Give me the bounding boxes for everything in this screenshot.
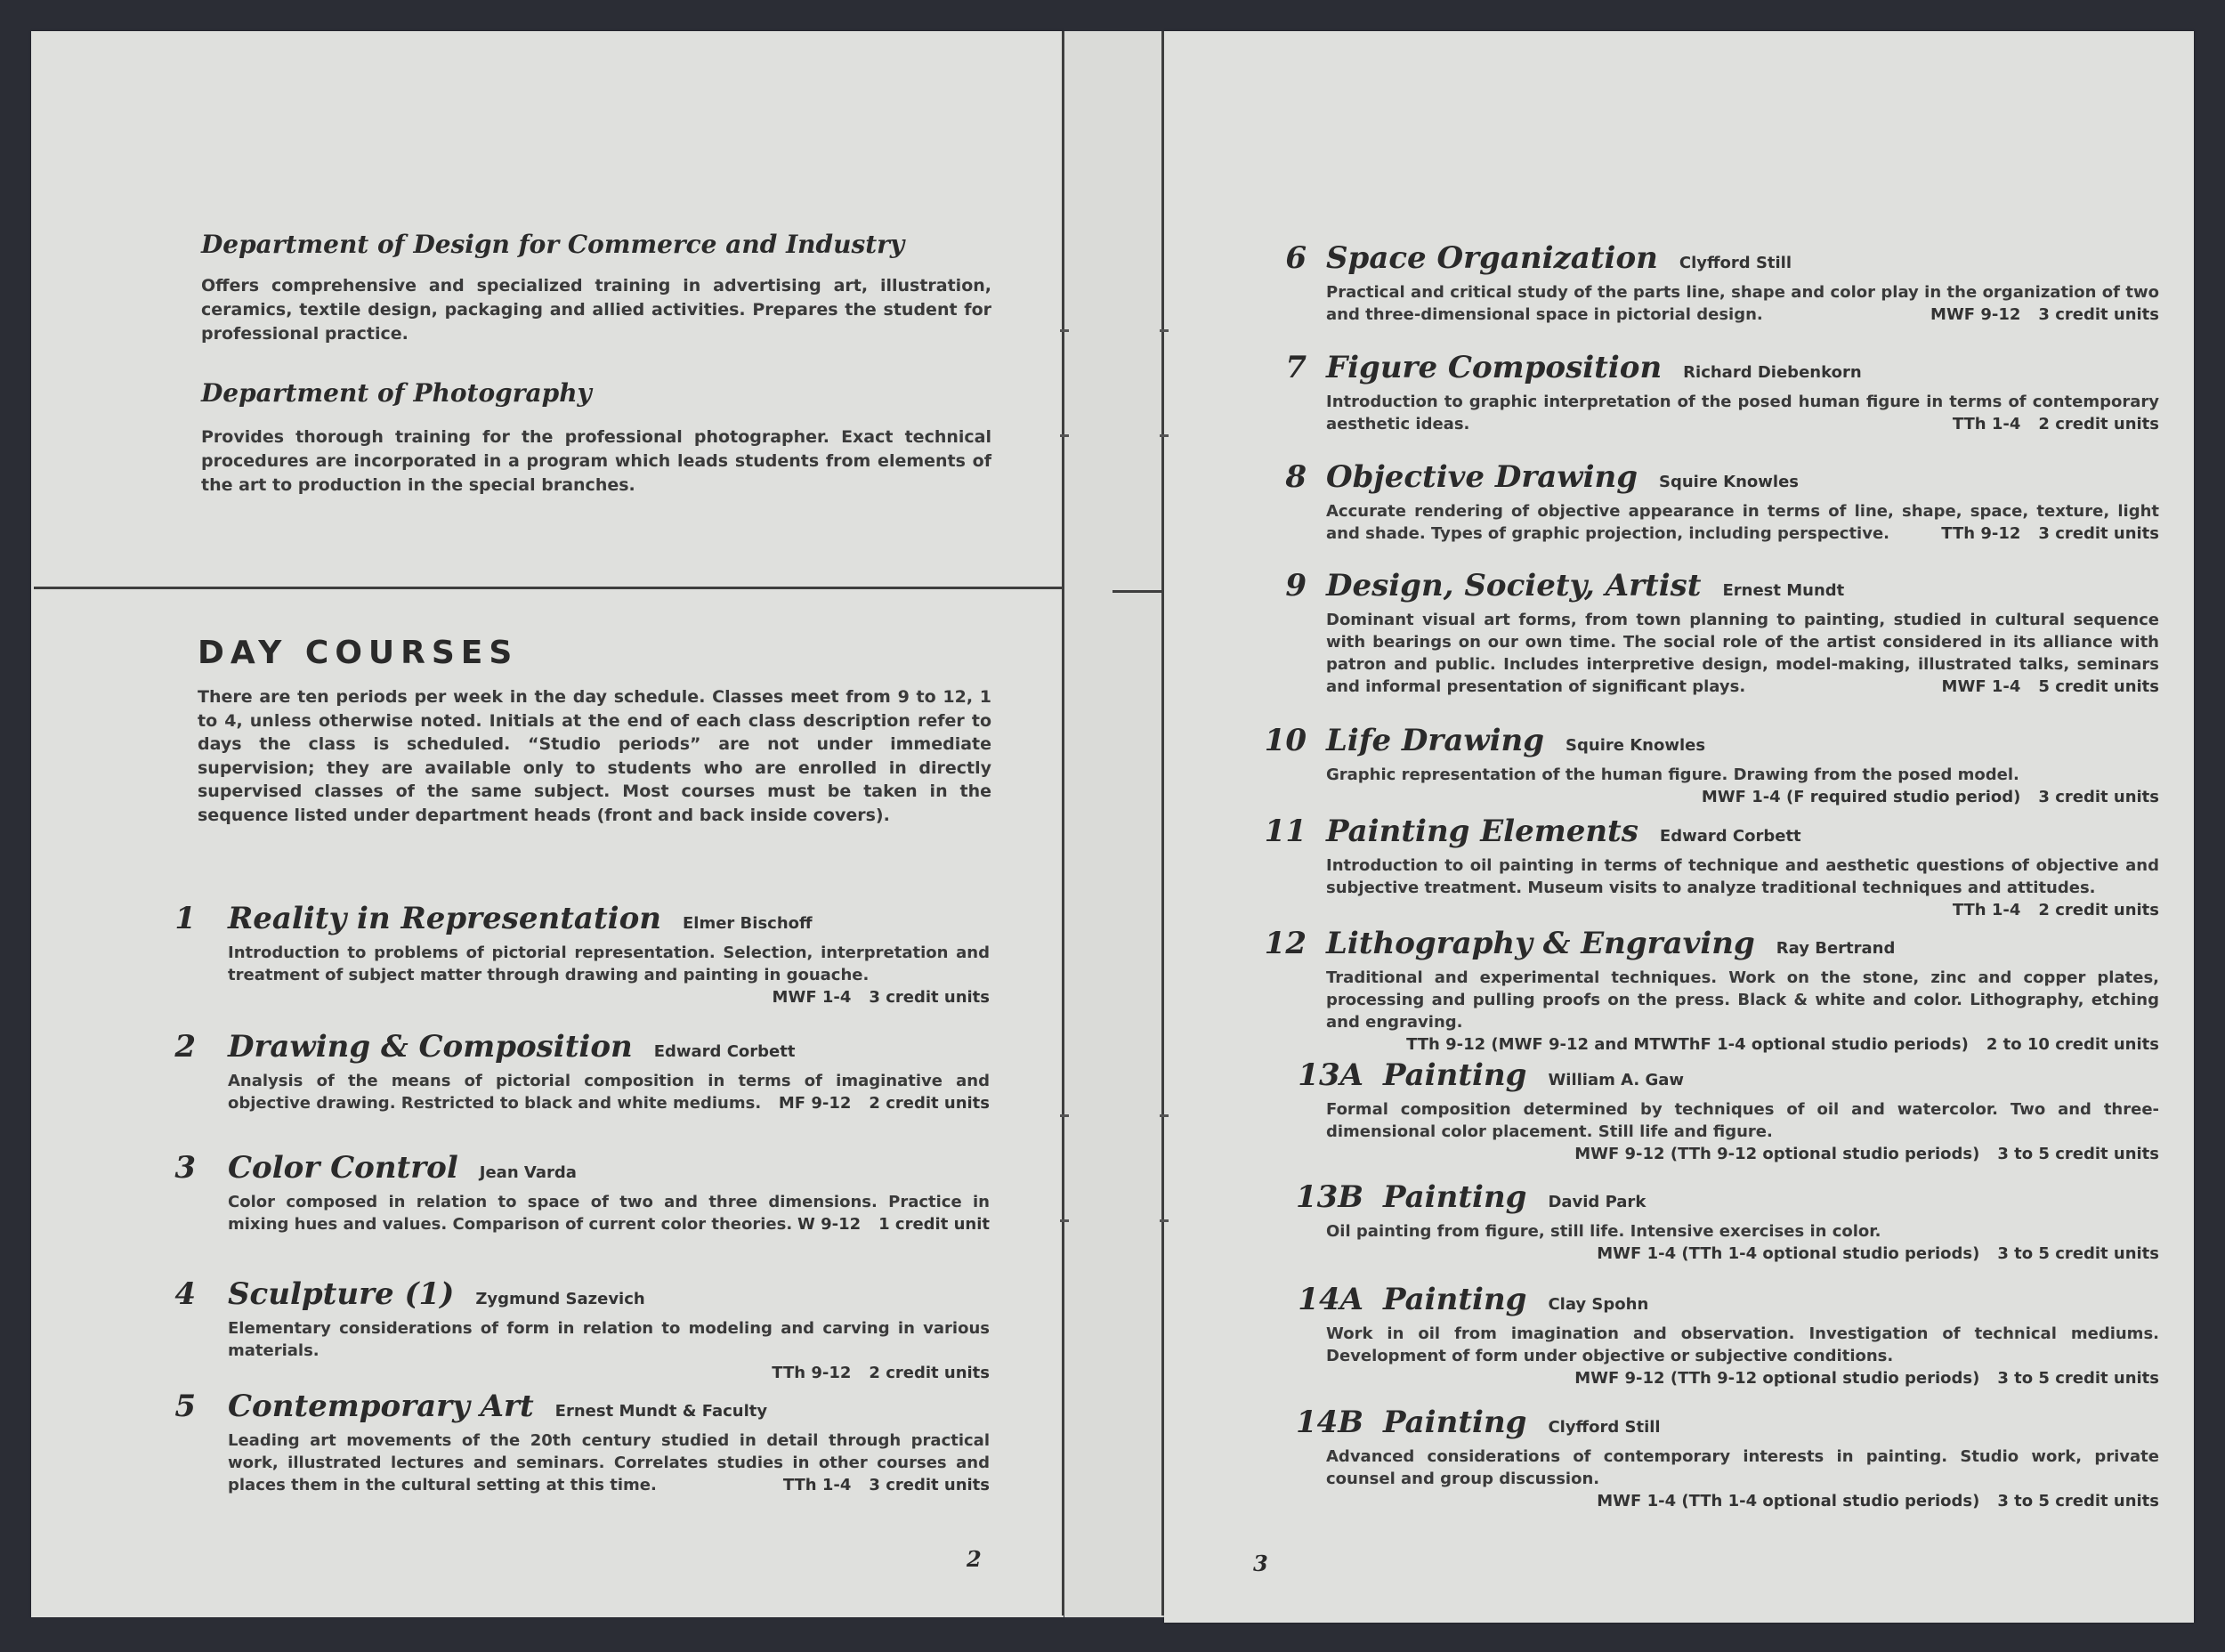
course-description: Leading art movements of the 20th century studied in detail through practical work, illustrated lectures and seminars. Correlates studies in other courses and places them in the cultural setting at this time. bbox=[228, 1431, 990, 1494]
course-schedule: TTh 9-12 bbox=[1941, 524, 2021, 543]
course-schedule: MWF 1-4 bbox=[1941, 677, 2021, 696]
course-description: Introduction to oil painting in terms of technique and aesthetic questions of objective and subjective treatment. Museum visits to analyze traditional techniques and attitudes. bbox=[1326, 856, 2159, 897]
course-schedule: MWF 1-4 (F required studio period) bbox=[1701, 788, 2021, 806]
course-schedule: MWF 1-4 (TTh 1-4 optional studio periods) bbox=[1597, 1492, 1980, 1510]
course-instructor: Edward Corbett bbox=[1659, 827, 1801, 846]
course-title: Lithography & Engraving bbox=[1326, 926, 1755, 961]
course-title: Painting Elements bbox=[1326, 814, 1638, 849]
course-credits: 3 credit units bbox=[2038, 524, 2159, 543]
course-credits: 5 credit units bbox=[2038, 677, 2159, 696]
course-schedule: TTh 1-4 bbox=[1952, 901, 2021, 919]
course-entry bbox=[1264, 723, 2159, 808]
course-instructor: Richard Diebenkorn bbox=[1683, 363, 1862, 382]
course-number: 9 bbox=[1285, 568, 1307, 603]
course-title: Painting bbox=[1383, 1057, 1527, 1093]
course-number: 2 bbox=[174, 1029, 196, 1065]
course-description: Formal composition determined by techniques of oil and watercolor. Two and three-dimensional color placement. Still life and figure. bbox=[1326, 1100, 2159, 1141]
binding-stitch bbox=[1060, 1114, 1069, 1117]
course-description: Color composed in relation to space of two and three dimensions. Practice in mixing hues and values. Comparison of current color theories. bbox=[228, 1193, 990, 1234]
page-number-left: 2 bbox=[967, 1546, 982, 1572]
course-credits: 3 credit units bbox=[2038, 305, 2159, 324]
course-title: Design, Society, Artist bbox=[1326, 568, 1702, 603]
course-credits: 2 credit units bbox=[869, 1094, 990, 1113]
course-instructor: Ernest Mundt & Faculty bbox=[554, 1402, 768, 1421]
course-schedule: TTh 1-4 bbox=[1952, 415, 2021, 433]
course-number: 4 bbox=[174, 1276, 196, 1312]
course-schedule: MWF 9-12 bbox=[1930, 305, 2021, 324]
course-title: Sculpture (1) bbox=[228, 1276, 455, 1312]
course-schedule: MWF 1-4 bbox=[772, 988, 852, 1007]
binding-stitch bbox=[1160, 1219, 1169, 1222]
course-entry bbox=[160, 1029, 990, 1114]
dept-title: Department of Design for Commerce and Industry bbox=[201, 230, 905, 259]
course-number: 3 bbox=[174, 1150, 196, 1186]
course-title: Reality in Representation bbox=[228, 901, 661, 936]
course-entry bbox=[1264, 1179, 2159, 1265]
course-entry bbox=[1264, 240, 2159, 326]
course-credits: 2 credit units bbox=[2038, 415, 2159, 433]
course-title: Figure Composition bbox=[1326, 350, 1663, 385]
course-instructor: Ray Bertrand bbox=[1776, 939, 1896, 958]
course-credits: 1 credit unit bbox=[878, 1215, 990, 1234]
binding-stitch bbox=[1060, 1219, 1069, 1222]
course-description: Advanced considerations of contemporary interests in painting. Studio work, private counsel and group discussion. bbox=[1326, 1447, 2159, 1488]
course-entry bbox=[1264, 1405, 2159, 1512]
course-credits: 3 credit units bbox=[869, 1476, 990, 1494]
course-instructor: Squire Knowles bbox=[1566, 736, 1706, 755]
course-number: 6 bbox=[1285, 240, 1307, 276]
course-number: 1 bbox=[174, 901, 196, 936]
course-number: 13A bbox=[1298, 1057, 1363, 1093]
course-instructor: Clyfford Still bbox=[1548, 1418, 1661, 1437]
course-credits: 3 to 5 credit units bbox=[1997, 1145, 2159, 1163]
course-number: 14B bbox=[1295, 1405, 1363, 1440]
course-title: Painting bbox=[1383, 1405, 1527, 1440]
course-schedule: MWF 1-4 (TTh 1-4 optional studio periods) bbox=[1597, 1244, 1980, 1263]
binding-stitch bbox=[1160, 329, 1169, 332]
section-divider bbox=[34, 587, 1063, 589]
course-schedule: TTh 1-4 bbox=[782, 1476, 852, 1494]
course-number: 11 bbox=[1264, 814, 1307, 849]
course-instructor: Elmer Bischoff bbox=[682, 914, 813, 933]
course-schedule: TTh 9-12 bbox=[772, 1364, 852, 1382]
gutter-fold-right bbox=[1161, 31, 1164, 1616]
page-number-right: 3 bbox=[1253, 1551, 1268, 1576]
course-description: Work in oil from imagination and observation. Investigation of technical mediums. Development of form under objective or subjective conditions. bbox=[1326, 1324, 2159, 1365]
course-credits: 3 to 5 credit units bbox=[1997, 1369, 2159, 1388]
course-entry bbox=[1264, 568, 2159, 698]
course-entry bbox=[1264, 926, 2159, 1056]
course-schedule: MF 9-12 bbox=[778, 1094, 852, 1113]
course-number: 13B bbox=[1295, 1179, 1363, 1215]
course-instructor: Squire Knowles bbox=[1658, 473, 1800, 491]
course-title: Painting bbox=[1383, 1282, 1527, 1317]
course-entry bbox=[160, 1150, 990, 1235]
course-entry bbox=[1264, 814, 2159, 921]
course-instructor: Clyfford Still bbox=[1679, 254, 1792, 272]
course-entry bbox=[1264, 1057, 2159, 1165]
course-entry bbox=[160, 901, 990, 1008]
section-divider-tick bbox=[1112, 590, 1162, 593]
course-title: Life Drawing bbox=[1326, 723, 1545, 758]
dept-title: Department of Photography bbox=[201, 378, 592, 408]
course-description: Introduction to problems of pictorial representation. Selection, interpretation and treatment of subject matter through drawing and painting in gouache. bbox=[228, 943, 990, 984]
course-description: Elementary considerations of form in relation to modeling and carving in various materials. bbox=[228, 1319, 990, 1360]
course-title: Drawing & Composition bbox=[228, 1029, 633, 1065]
binding-stitch bbox=[1060, 434, 1069, 437]
binding-stitch bbox=[1160, 1114, 1169, 1117]
course-description: Graphic representation of the human figure. Drawing from the posed model. bbox=[1326, 765, 2019, 784]
course-number: 7 bbox=[1285, 350, 1307, 385]
binding-stitch bbox=[1060, 329, 1069, 332]
course-credits: 3 to 5 credit units bbox=[1997, 1244, 2159, 1263]
course-description: Traditional and experimental techniques. Work on the stone, zinc and copper plates, processing and pulling proofs on the press. Black & white and color. Lithography, etching and engraving. bbox=[1326, 968, 2159, 1032]
course-instructor: Clay Spohn bbox=[1548, 1295, 1649, 1314]
dept-text: Provides thorough training for the professional photographer. Exact technical procedures are incorporated in a program which leads students from elements of the art to production in the special branches. bbox=[201, 427, 991, 495]
course-description: Dominant visual art forms, from town planning to painting, studied in cultural sequence with bearings on our own time. The social role of the artist considered in its alliance with patron and public. Includes interpretive design, model-making, illustrated talks, seminars and informal presentation of significant plays. bbox=[1326, 611, 2159, 696]
course-instructor: David Park bbox=[1548, 1193, 1646, 1211]
book-gutter bbox=[1064, 31, 1164, 1617]
course-entry bbox=[160, 1276, 990, 1384]
course-entry bbox=[1264, 350, 2159, 435]
course-title: Contemporary Art bbox=[228, 1389, 534, 1424]
course-instructor: William A. Gaw bbox=[1548, 1071, 1685, 1089]
day-courses-intro: There are ten periods per week in the day schedule. Classes meet from 9 to 12, 1 to 4, unless otherwise noted. Initials at the end of each class description refer to days the class is scheduled. “Studio periods” are not under immediate supervision; they are available only to students who are enrolled in directly supervised classes of the same subject. Most courses must be taken in the sequence listed under department heads (front and back inside covers). bbox=[198, 687, 991, 825]
course-number: 5 bbox=[174, 1389, 196, 1424]
course-schedule: MWF 9-12 (TTh 9-12 optional studio periods) bbox=[1574, 1369, 1980, 1388]
course-description: Analysis of the means of pictorial composition in terms of imaginative and objective drawing. Restricted to black and white mediums. bbox=[228, 1072, 990, 1113]
course-description: Oil painting from figure, still life. Intensive exercises in color. bbox=[1326, 1222, 1881, 1241]
gutter-fold-left bbox=[1062, 31, 1064, 1616]
course-instructor: Zygmund Sazevich bbox=[475, 1290, 645, 1308]
course-number: 8 bbox=[1285, 459, 1307, 495]
course-title: Color Control bbox=[228, 1150, 458, 1186]
course-number: 12 bbox=[1264, 926, 1307, 961]
course-instructor: Jean Varda bbox=[479, 1163, 577, 1182]
course-number: 10 bbox=[1264, 723, 1307, 758]
course-description: Accurate rendering of objective appearance in terms of line, shape, space, texture, light and shade. Types of graphic projection, including perspective. bbox=[1326, 502, 2159, 543]
course-schedule: MWF 9-12 (TTh 9-12 optional studio periods) bbox=[1574, 1145, 1980, 1163]
course-description: Practical and critical study of the parts line, shape and color play in the organization of two and three-dimensional space in pictorial design. bbox=[1326, 283, 2159, 324]
course-entry bbox=[160, 1389, 990, 1496]
course-entry bbox=[1264, 1282, 2159, 1389]
course-schedule: TTh 9-12 (MWF 9-12 and MTWThF 1-4 optional studio periods) bbox=[1406, 1035, 1969, 1054]
course-number: 14A bbox=[1298, 1282, 1363, 1317]
dept-text: Offers comprehensive and specialized training in advertising art, illustration, ceramics, textile design, packaging and allied activities. Prepares the student for professional practice. bbox=[201, 276, 991, 344]
course-credits: 2 credit units bbox=[869, 1364, 990, 1382]
course-credits: 3 to 5 credit units bbox=[1997, 1492, 2159, 1510]
course-instructor: Edward Corbett bbox=[653, 1042, 796, 1061]
course-title: Painting bbox=[1383, 1179, 1527, 1215]
course-entry bbox=[1264, 459, 2159, 545]
binding-stitch bbox=[1160, 434, 1169, 437]
course-credits: 3 credit units bbox=[2038, 788, 2159, 806]
course-description: Introduction to graphic interpretation of the posed human figure in terms of contemporary aesthetic ideas. bbox=[1326, 393, 2159, 433]
course-instructor: Ernest Mundt bbox=[1722, 581, 1845, 600]
course-schedule: W 9-12 bbox=[797, 1215, 862, 1234]
course-credits: 2 credit units bbox=[2038, 901, 2159, 919]
course-title: Objective Drawing bbox=[1326, 459, 1638, 495]
course-credits: 3 credit units bbox=[869, 988, 990, 1007]
day-courses-heading: DAY COURSES bbox=[198, 635, 519, 671]
course-title: Space Organization bbox=[1326, 240, 1658, 276]
course-credits: 2 to 10 credit units bbox=[1986, 1035, 2159, 1054]
